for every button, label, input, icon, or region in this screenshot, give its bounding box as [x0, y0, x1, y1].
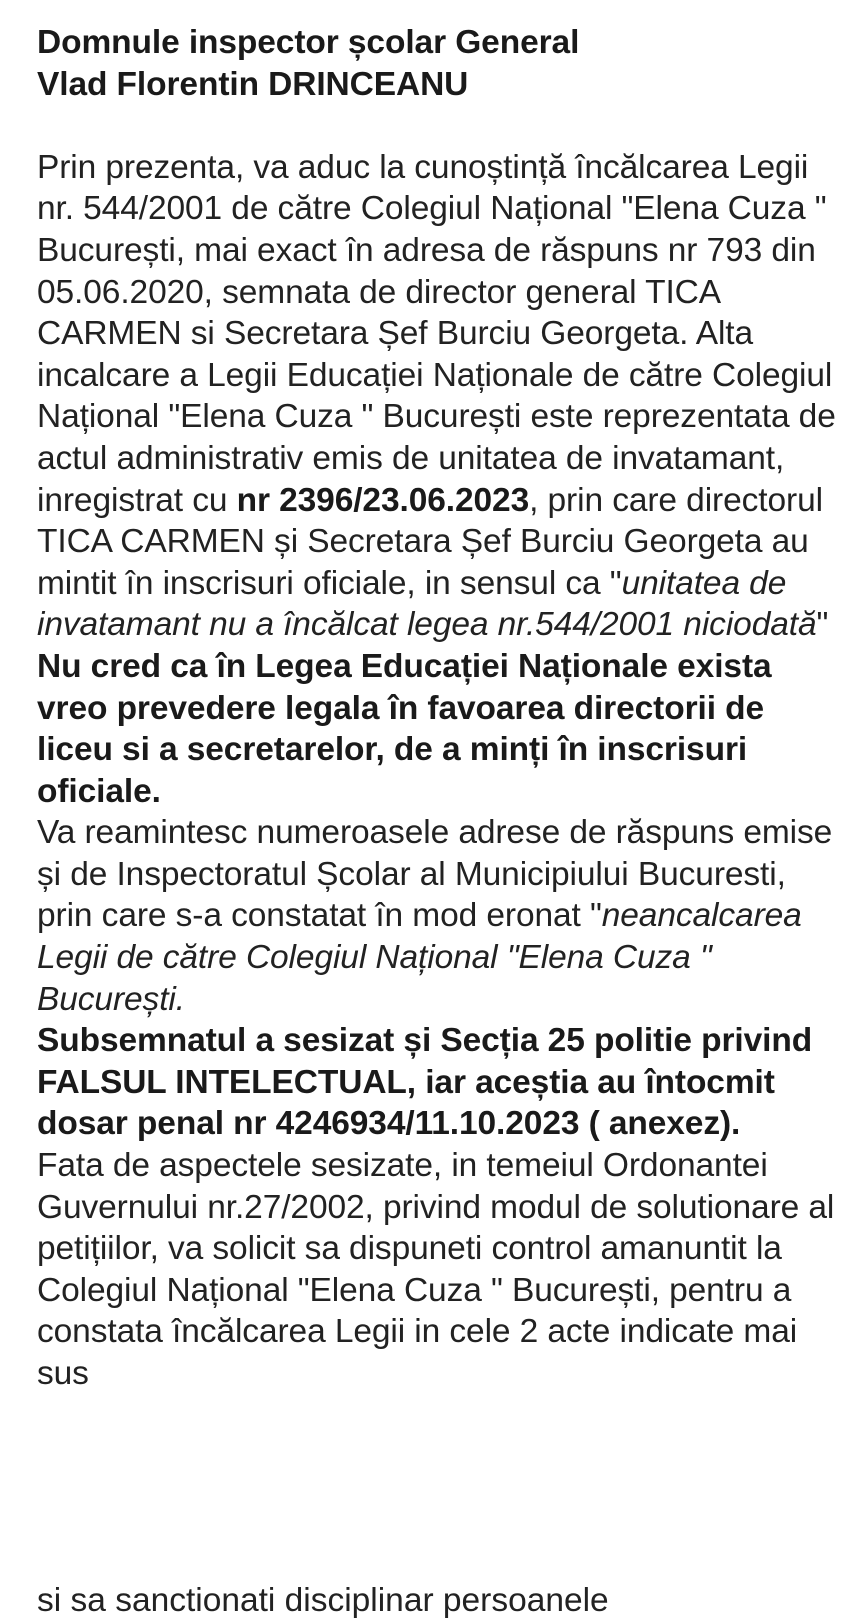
bold-statement-law-text: Nu cred ca în Legea Educației Naționale exista vreo prevedere legala în favoarea directorii de liceu si a secretarelor, de a minți în inscrisuri oficiale.: [37, 647, 772, 810]
heading-recipient: Vlad Florentin DRINCEANU: [37, 65, 469, 103]
heading-title: Domnule inspector școlar General: [37, 24, 580, 61]
paragraph-complaint-text-c: ": [816, 606, 829, 644]
registration-number: nr 2396/23.06.2023: [236, 481, 530, 519]
paragraph-reminder-text: Va reamintesc numeroasele adrese de răspuns emise și de Inspectoratul Școlar al Municipiului Bucuresti, prin care s-a constatat în mod eronat ": [37, 814, 833, 935]
paragraph-complaint: [37, 147, 837, 646]
letter-heading: [37, 22, 837, 105]
bold-statement-police-text: Subsemnatul a sesizat și Secția 25 politie privind FALSUL INTELECTUAL, iar aceștia au întocmit dosar penal nr 4246934/11.10.2023 ( anexez).: [37, 1022, 813, 1143]
bold-statement-law: [37, 646, 837, 812]
bold-statement-police: [37, 1020, 837, 1145]
paragraph-reminder: [37, 812, 837, 1020]
cut-off-line: si sa sanctionati disciplinar persoanele: [37, 1582, 609, 1619]
blank-line: [37, 105, 837, 147]
paragraph-complaint-text-b: , prin care directorul TICA CARMEN și Secretara Șef Burciu Georgeta au mintit în inscrisuri oficiale, in sensul ca ": [37, 481, 823, 602]
paragraph-request: Fata de aspectele sesizate, in temeiul Ordonantei Guvernului nr.27/2002, privind modul de solutionare al petițiilor, va solicit sa dispuneti control amanuntit la Colegiul Național "Elena Cuza " București, pentru a constata încălcarea Legii in cele 2 acte indicate mai sus: [37, 1147, 835, 1392]
letter-body: [37, 22, 837, 1395]
quoted-claim: unitatea de invatamant nu a încălcat legea nr.544/2001 niciodată: [37, 564, 817, 644]
quoted-finding: neancalcarea Legii de către Colegiul Național "Elena Cuza " București.: [37, 897, 802, 1018]
paragraph-complaint-text-a: Prin prezenta, va aduc la cunoștință încălcarea Legii nr. 544/2001 de către Colegiul Național "Elena Cuza " București, mai exact în adresa de răspuns nr 793 din 05.06.2020, semnata de director general TICA CARMEN si Secretara Șef Burciu Georgeta. Alta incalcare a Legii Educației Naționale de către Colegiul Național "Elena Cuza " București este reprezentata de actul administrativ emis de unitatea de invatamant, inregistrat cu: [37, 148, 836, 519]
